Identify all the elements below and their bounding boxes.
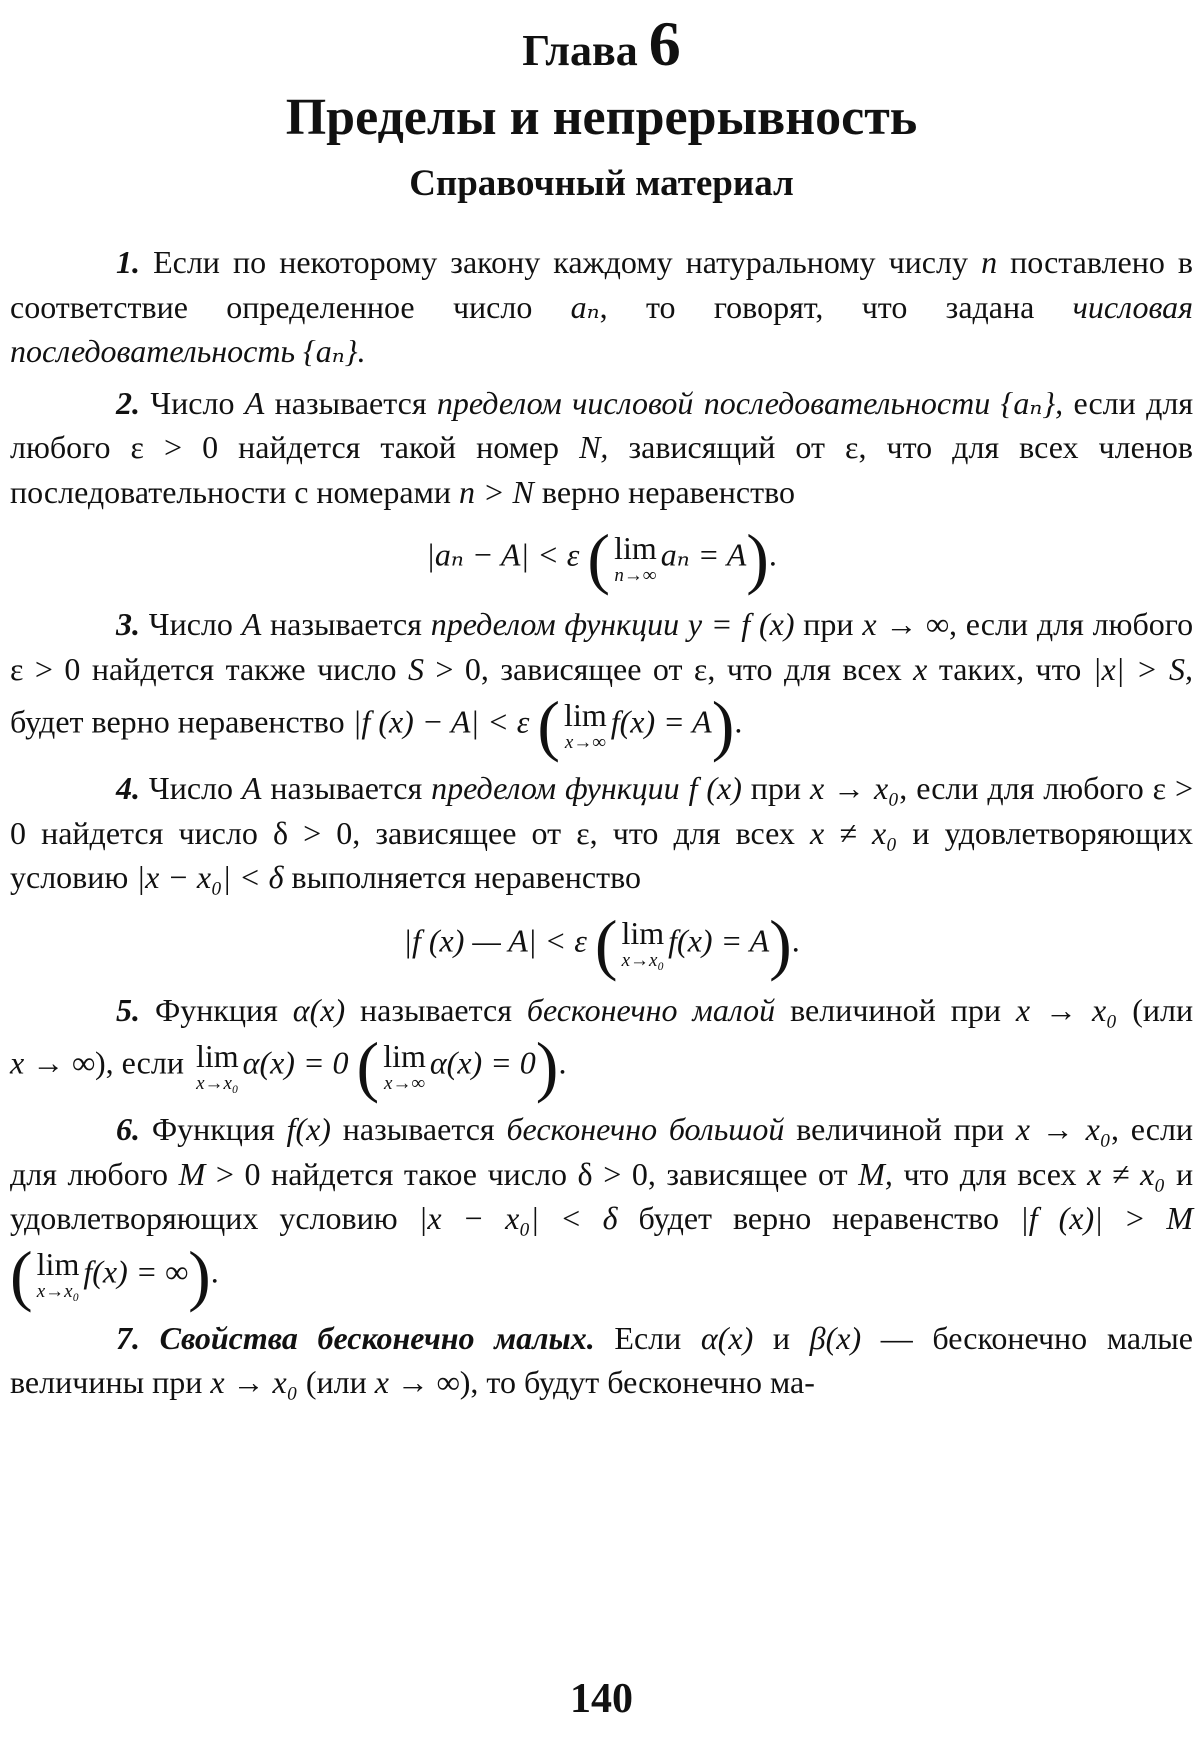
math: x ≠ x₀	[809, 814, 898, 851]
paragraph-3	[10, 602, 1194, 763]
math: x	[913, 650, 928, 687]
text: .	[791, 921, 800, 958]
text: величиной при	[790, 991, 1001, 1028]
math: x → ∞	[10, 1044, 96, 1081]
math: α(x) = 0	[242, 1044, 349, 1081]
math: x → ∞	[374, 1364, 460, 1400]
limit: lim n→∞	[614, 529, 657, 586]
math: |aₙ − A| < ε	[426, 536, 580, 573]
paragraph-number: 4.	[116, 770, 140, 806]
text: (или	[1132, 991, 1194, 1028]
math: f(x) = ∞	[83, 1252, 189, 1289]
math: {aₙ},	[1000, 384, 1064, 421]
text: называется	[274, 384, 427, 421]
paren-left: (	[587, 520, 611, 596]
term: числовая последовательность	[10, 288, 1194, 369]
math: α(x)	[700, 1319, 754, 1356]
text: ), если	[95, 1044, 184, 1081]
paragraph-6	[10, 1107, 1194, 1313]
math: x → x₀	[210, 1364, 298, 1400]
math: aₙ	[570, 288, 600, 325]
text: поставлено в соответствие определенное число	[10, 244, 1194, 325]
math: A	[244, 384, 265, 421]
text: Функция	[154, 991, 278, 1028]
paren-left: (	[594, 905, 618, 982]
display-formula	[10, 520, 1193, 596]
text: .	[210, 1252, 219, 1289]
limit-sub: n→∞	[614, 564, 657, 586]
limit-sub: x→x₀	[196, 1072, 239, 1094]
math: x → x₀	[1015, 991, 1118, 1028]
text: если для любого ε > 0 найдется такой номер	[10, 384, 1194, 465]
text: называется	[270, 606, 422, 642]
math: A	[241, 770, 262, 806]
math: y = f (x)	[687, 606, 795, 642]
paragraph-number: 3.	[116, 606, 140, 642]
chapter-title: Пределы и непрерывность	[285, 89, 918, 146]
math: α(x)	[292, 991, 346, 1028]
paragraph-1	[10, 240, 1193, 374]
math: β(x)	[809, 1319, 862, 1356]
text: величиной при	[796, 1111, 1004, 1147]
math: x → x₀	[1015, 1111, 1111, 1147]
text: , если для любого	[10, 1111, 1194, 1192]
text: что для всех	[903, 1155, 1077, 1192]
math: M	[178, 1155, 206, 1192]
paragraph-7	[10, 1316, 1193, 1405]
text: будет верно неравенство	[638, 1200, 1000, 1236]
text: Функция	[151, 1111, 275, 1147]
text: называется	[342, 1111, 495, 1147]
term: пределом функции	[431, 770, 680, 806]
paren-right: )	[711, 687, 735, 763]
math: A	[241, 606, 262, 642]
term: пределом функции	[430, 606, 680, 642]
paragraph-number: 1.	[116, 244, 140, 280]
math: |f (x) − A| < ε	[352, 703, 530, 740]
paragraph-2	[10, 381, 1194, 596]
text: ), то будут бесконечно ма-	[459, 1364, 815, 1400]
math: f(x)	[286, 1111, 331, 1147]
math: f(x) = A	[668, 921, 770, 958]
limit: lim x→x₀	[195, 1037, 239, 1094]
paragraph-number: 5.	[116, 991, 140, 1028]
limit-sub: x→∞	[384, 1072, 426, 1094]
paren-left: (	[10, 1236, 33, 1313]
limit-sub: x→x₀	[36, 1281, 80, 1302]
term: бесконечно малой	[526, 991, 776, 1028]
text: при	[750, 770, 802, 806]
limit-sub: x→∞	[564, 731, 606, 753]
limit: lim x→∞	[564, 696, 607, 753]
page-number: 140	[570, 1676, 633, 1722]
paragraph-4	[10, 766, 1194, 982]
chapter-label	[0, 8, 1203, 81]
math: |x − x₀| < δ	[418, 1200, 618, 1236]
math: f (x)	[688, 770, 742, 806]
math: |x − x₀| < δ	[136, 859, 284, 895]
text: — бесконечно малые величины при	[10, 1319, 1194, 1400]
limit: lim x→x₀	[36, 1246, 80, 1302]
limit-sub: x→x₀	[621, 950, 665, 971]
term: пределом числовой последовательности	[436, 384, 991, 421]
text: > 0, зависящее от ε, что для всех	[435, 650, 902, 687]
limit: lim x→x₀	[621, 915, 665, 971]
paragraph-number: 7.	[116, 1319, 140, 1356]
display-formula	[10, 905, 1193, 982]
text: выполняется неравенство	[291, 859, 641, 895]
math: x → x₀	[809, 770, 900, 806]
text: и удовлетворяющих условию	[10, 814, 1194, 895]
text: и	[772, 1319, 791, 1356]
text: называется	[270, 770, 423, 806]
text: называется	[360, 991, 512, 1028]
math: f(x) = A	[610, 703, 712, 740]
text: Число	[148, 770, 233, 806]
text: Если	[614, 1319, 682, 1356]
math: α(x) = 0	[429, 1044, 536, 1081]
paren-left: (	[537, 687, 561, 763]
text: Если по некоторому закону каждому натуральному числу	[153, 244, 968, 280]
page-content	[10, 240, 1193, 1412]
text: .	[768, 536, 777, 573]
limit: lim x→∞	[383, 1037, 426, 1094]
paren-right: )	[535, 1028, 559, 1104]
math: M,	[858, 1155, 893, 1192]
math: |x| > S,	[1092, 650, 1194, 687]
inline-formula	[192, 1028, 567, 1104]
text: зависящий от ε, что для всех членов последовательности с номерами	[10, 429, 1194, 510]
text: , если для любого ε > 0 найдется также число	[10, 606, 1194, 687]
chapter-number: 6	[648, 8, 681, 79]
text: , то говорят, что задана	[599, 288, 1035, 325]
math: x ≠ x₀	[1087, 1155, 1166, 1192]
text: , если для любого ε > 0 найдется число δ > 0, зависящее от ε, что для всех	[10, 770, 1194, 851]
term: Свойства бесконечно малых.	[159, 1319, 595, 1356]
math: n	[981, 244, 998, 280]
math: S	[407, 650, 424, 687]
paren-right: )	[769, 905, 792, 982]
text: Число	[148, 606, 233, 642]
math: {aₙ}.	[303, 333, 366, 369]
paragraph-5	[10, 988, 1194, 1104]
section-title: Справочный материал	[409, 163, 794, 204]
text: верно неравенство	[541, 473, 795, 510]
text: .	[558, 1044, 567, 1081]
math: n > N	[458, 473, 534, 510]
text: будет верно неравенство	[10, 703, 345, 740]
text: Число	[150, 384, 235, 421]
paren-right: )	[746, 520, 769, 596]
math: N,	[579, 429, 609, 465]
paragraph-number: 6.	[116, 1111, 140, 1147]
paren-right: )	[188, 1236, 211, 1313]
inline-formula	[537, 687, 743, 763]
text: и удовлетворяющих условию	[10, 1155, 1194, 1236]
text: таких, что	[938, 650, 1082, 687]
paren-left: (	[356, 1028, 380, 1104]
paragraph-number: 2.	[116, 384, 140, 421]
term: бесконечно большой	[506, 1111, 785, 1147]
text: .	[734, 703, 743, 740]
text: при	[803, 606, 854, 642]
inline-formula	[10, 1236, 219, 1313]
text: > 0 найдется такое число δ > 0, зависящее от	[215, 1155, 848, 1192]
math: |f (x)| > M	[1019, 1200, 1194, 1236]
math: |f (x) — A| < ε	[403, 921, 587, 958]
math: aₙ = A	[660, 536, 747, 573]
text: (или	[305, 1364, 367, 1400]
math: x → ∞	[862, 606, 949, 642]
chapter-word: Глава	[522, 26, 638, 75]
